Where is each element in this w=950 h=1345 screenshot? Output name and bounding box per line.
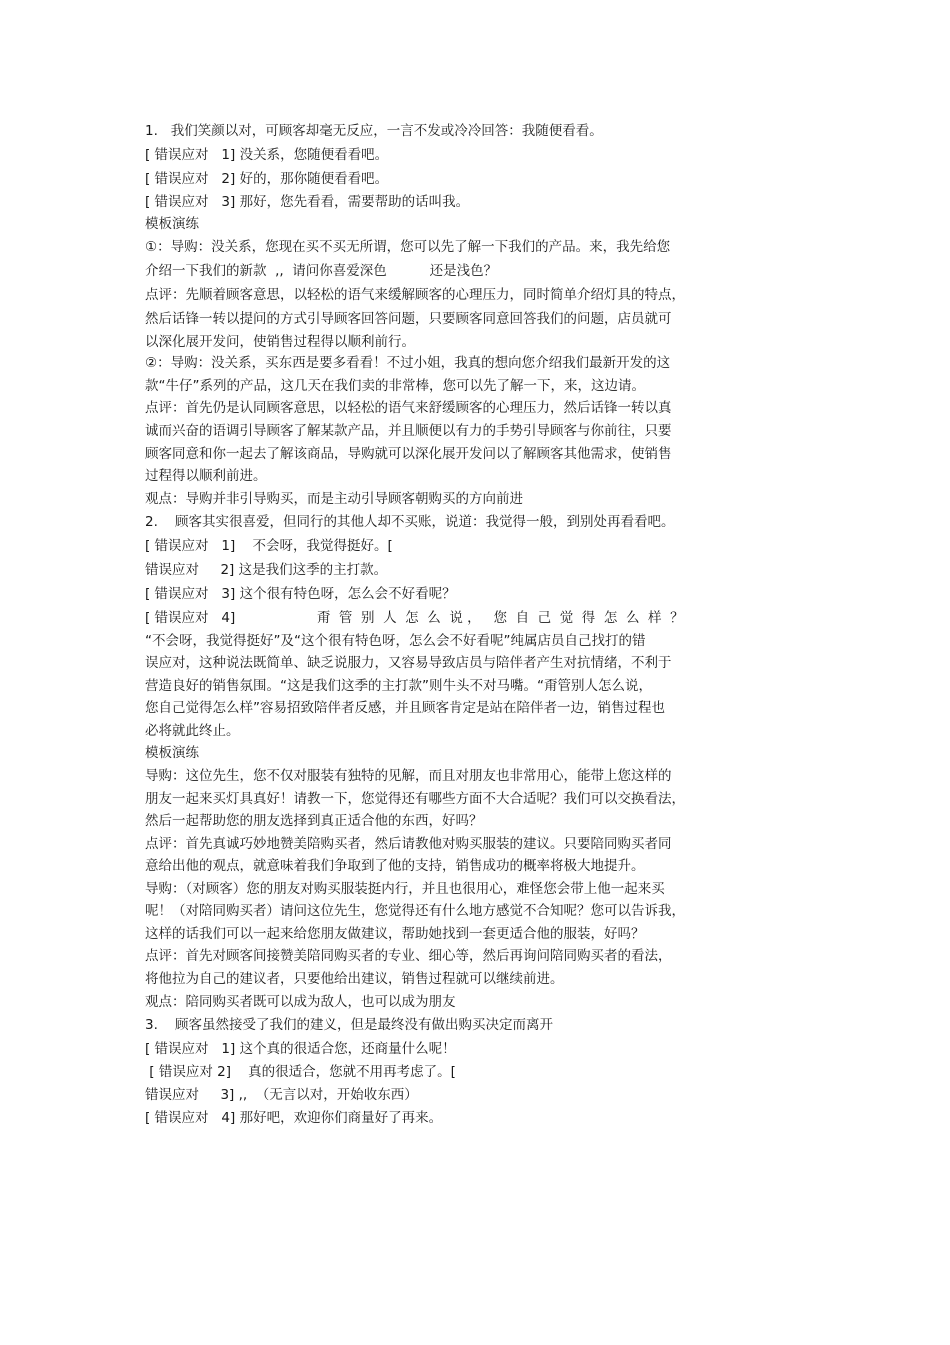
section-2-heading: 2. 顾客其实很喜爱，但同行的其他人却不买账，说道：我觉得一般，到别处再看看吧。 <box>145 514 675 530</box>
body-text-line: ②：导购：没关系，买东西是要多看看！不过小姐，我真的想向您介绍我们最新开发的这 <box>145 355 671 371</box>
viewpoint-line: 观点：导购并非引导购买，而是主动引导顾客朝购买的方向前进 <box>145 491 523 507</box>
comment-line: 以深化展开发问，使销售过程得以顺利前行。 <box>145 334 415 350</box>
comment-line: 过程得以顺利前进。 <box>145 468 267 484</box>
body-text-line: 您自己觉得怎么样”容易招致陪伴者反感，并且顾客肯定是站在陪伴者一边，销售过程也 <box>145 700 665 716</box>
wrong-response-line: [ 错误应对 2] 真的很适合，您就不用再考虑了。[ <box>145 1064 456 1080</box>
comment-line: 将他拉为自己的建议者，只要他给出建议，销售过程就可以继续前进。 <box>145 971 564 987</box>
wrong-response-line: [ 错误应对 4] 那好吧，欢迎你们商量好了再来。 <box>145 1110 443 1126</box>
wrong-response-line: [ 错误应对 3] 那好，您先看看，需要帮助的话叫我。 <box>145 194 470 210</box>
wrong-response-line: [ 错误应对 1] 这个真的很适合您，还商量什么呢！ <box>145 1041 456 1057</box>
section-1-heading: 1. 我们笑颜以对，可顾客却毫无反应，一言不发或冷冷回答：我随便看看。 <box>145 123 603 139</box>
comment-line: 诚而兴奋的语调引导顾客了解某款产品，并且顺便以有力的手势引导顾客与你前往，只要 <box>145 423 672 439</box>
body-text-line: 导购：这位先生，您不仅对服装有独特的见解，而且对朋友也非常用心，能带上您这样的 <box>145 768 672 784</box>
comment-line: 点评：首先仍是认同顾客意思，以轻松的语气来舒缓顾客的心理压力，然后话锋一转以真 <box>145 400 672 416</box>
comment-line: 点评：首先对顾客间接赞美陪同购买者的专业、细心等，然后再询问陪同购买者的看法， <box>145 948 672 964</box>
wrong-response-line: [ 错误应对 2] 好的，那你随便看看吧。 <box>145 171 389 187</box>
wrong-response-line: 错误应对 3] ,, （无言以对，开始收东西） <box>145 1087 418 1103</box>
template-heading: 模板演练 <box>145 216 199 232</box>
comment-line: 点评：首先真诚巧妙地赞美陪购买者，然后请教他对购买服装的建议。只要陪同购买者同 <box>145 836 672 852</box>
body-text-line: 导购：（对顾客）您的朋友对购买服装挺内行，并且也很用心，难怪您会带上他一起来买 <box>145 881 665 897</box>
wrong-response-line: [ 错误应对 4] 甭 管 别 人 怎 么 说 ， 您 自 己 觉 得 怎 么 样 ？ <box>145 610 684 626</box>
wrong-response-line: [ 错误应对 1] 没关系，您随便看看吧。 <box>145 147 389 163</box>
body-text-line: 呢！（对陪同购买者）请问这位先生，您觉得还有什么地方感觉不合知呢？您可以告诉我， <box>145 903 685 919</box>
body-text-line: 款“牛仔”系列的产品，这几天在我们卖的非常棒，您可以先了解一下，来，这边请。 <box>145 378 645 394</box>
body-text-line: 必将就此终止。 <box>145 723 240 739</box>
body-text-line: 营造良好的销售氛围。“这是我们这季的主打款”则牛头不对马嘴。“甭管别人怎么说， <box>145 678 652 694</box>
body-text-line: “不会呀，我觉得挺好”及“这个很有特色呀，怎么会不好看呢”纯属店员自己找打的错 <box>145 633 646 649</box>
body-text-line: 朋友一起来买灯具真好！请教一下，您觉得还有哪些方面不大合适呢？我们可以交换看法， <box>145 791 685 807</box>
wrong-response-line: [ 错误应对 1] 不会呀，我觉得挺好。[ <box>145 538 393 554</box>
body-text-line: 然后一起帮助您的朋友选择到真正适合他的东西，好吗？ <box>145 813 483 829</box>
template-heading: 模板演练 <box>145 745 199 761</box>
comment-line: 点评：先顺着顾客意思，以轻松的语气来缓解顾客的心理压力，同时简单介绍灯具的特点， <box>145 287 685 303</box>
body-text-line: 介绍一下我们的新款 ,, 请问你喜爱深色 还是浅色？ <box>145 263 498 279</box>
wrong-response-line: 错误应对 2] 这是我们这季的主打款。 <box>145 562 388 578</box>
body-text-line: ①：导购：没关系，您现在买不买无所谓，您可以先了解一下我们的产品。来，我先给您 <box>145 239 671 255</box>
comment-line: 顾客同意和你一起去了解该商品，导购就可以深化展开发问以了解顾客其他需求，使销售 <box>145 446 672 462</box>
section-3-heading: 3. 顾客虽然接受了我们的建义，但是最终没有做出购买决定而离开 <box>145 1017 554 1033</box>
body-text-line: 误应对，这种说法既简单、缺乏说服力，又容易导致店员与陪伴者产生对抗情绪，不利于 <box>145 655 672 671</box>
comment-line: 然后话锋一转以提问的方式引导顾客回答问题，只要顾客同意回答我们的问题，店员就可 <box>145 311 672 327</box>
wrong-response-line: [ 错误应对 3] 这个很有特色呀，怎么会不好看呢？ <box>145 586 456 602</box>
viewpoint-line: 观点：陪同购买者既可以成为敌人，也可以成为朋友 <box>145 994 456 1010</box>
body-text-line: 这样的话我们可以一起来给您朋友做建议，帮助她找到一套更适合他的服装，好吗？ <box>145 926 645 942</box>
comment-line: 意给出他的观点，就意味着我们争取到了他的支持，销售成功的概率将极大地提升。 <box>145 858 645 874</box>
